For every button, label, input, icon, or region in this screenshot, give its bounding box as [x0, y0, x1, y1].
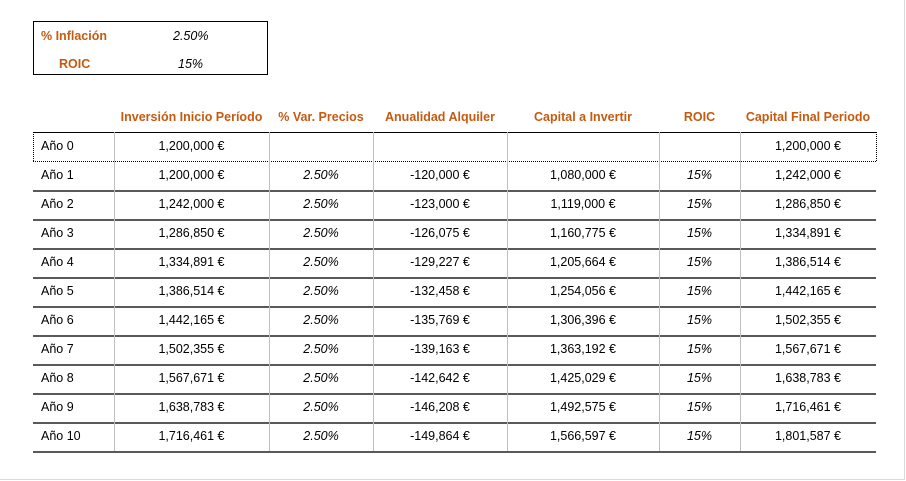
cell-capital-final[interactable]: 1,334,891 €: [774, 226, 842, 240]
cell-year[interactable]: Año 0: [41, 139, 74, 153]
roic-label: ROIC: [59, 57, 91, 71]
cell-var-precios[interactable]: 2.50%: [303, 168, 339, 182]
cell-roic[interactable]: 15%: [686, 197, 713, 211]
cell-capital-invertir[interactable]: 1,254,056 €: [549, 284, 617, 298]
table-row: [33, 364, 876, 393]
cell-capital-final[interactable]: 1,386,514 €: [774, 255, 842, 269]
cell-roic[interactable]: 15%: [686, 168, 713, 182]
column-divider: [269, 132, 270, 451]
cell-capital-final[interactable]: 1,716,461 €: [774, 400, 842, 414]
cell-capital-final[interactable]: 1,567,671 €: [774, 342, 842, 356]
cell-capital-invertir[interactable]: 1,425,029 €: [549, 371, 617, 385]
column-divider: [33, 132, 34, 161]
cell-inversion[interactable]: 1,386,514 €: [158, 284, 225, 298]
header-roic: ROIC: [683, 110, 716, 124]
row-divider: [33, 422, 876, 424]
cell-capital-invertir[interactable]: 1,205,664 €: [549, 255, 617, 269]
cell-inversion[interactable]: 1,286,850 €: [158, 226, 225, 240]
header-var-precios: % Var. Precios: [278, 110, 364, 124]
table-row: [33, 161, 876, 190]
cell-var-precios[interactable]: [269, 132, 373, 161]
cell-anualidad[interactable]: -149,864 €: [410, 429, 470, 443]
cell-var-precios[interactable]: 2.50%: [303, 255, 339, 269]
roic-value[interactable]: 15%: [178, 57, 204, 71]
cell-var-precios[interactable]: 2.50%: [303, 429, 339, 443]
parameters-box: [33, 21, 268, 75]
cell-anualidad[interactable]: -120,000 €: [410, 168, 470, 182]
cell-inversion[interactable]: 1,638,783 €: [158, 400, 225, 414]
column-divider: [114, 132, 115, 451]
cell-roic[interactable]: 15%: [686, 342, 713, 356]
table-row: [33, 277, 876, 306]
cell-capital-invertir[interactable]: 1,080,000 €: [549, 168, 617, 182]
cell-anualidad[interactable]: -126,075 €: [410, 226, 470, 240]
table-row: [33, 132, 876, 161]
cell-inversion[interactable]: 1,502,355 €: [158, 342, 225, 356]
cell-anualidad[interactable]: -146,208 €: [410, 400, 470, 414]
table-row: [33, 335, 876, 364]
cell-inversion[interactable]: 1,242,000 €: [158, 197, 225, 211]
table-row: [33, 248, 876, 277]
cell-year[interactable]: Año 8: [41, 371, 74, 385]
row-divider: [33, 161, 876, 162]
cell-year[interactable]: Año 7: [41, 342, 74, 356]
cell-anualidad[interactable]: -132,458 €: [410, 284, 470, 298]
column-divider: [876, 132, 877, 161]
row-divider: [33, 248, 876, 250]
cell-anualidad[interactable]: -139,163 €: [410, 342, 470, 356]
column-divider: [740, 132, 741, 451]
cell-year[interactable]: Año 3: [41, 226, 74, 240]
cell-year[interactable]: Año 6: [41, 313, 74, 327]
cell-capital-final[interactable]: 1,801,587 €: [774, 429, 842, 443]
row-divider: [33, 219, 876, 221]
inflation-value[interactable]: 2.50%: [173, 29, 209, 43]
cell-roic[interactable]: 15%: [686, 226, 713, 240]
cell-year[interactable]: Año 1: [41, 168, 74, 182]
row-divider: [33, 393, 876, 395]
cell-year[interactable]: Año 4: [41, 255, 74, 269]
table-row: [33, 190, 876, 219]
cell-roic[interactable]: 15%: [686, 255, 713, 269]
row-divider: [33, 277, 876, 279]
cell-capital-invertir[interactable]: 1,492,575 €: [549, 400, 617, 414]
cell-capital-final[interactable]: 1,502,355 €: [774, 313, 842, 327]
cell-inversion[interactable]: 1,716,461 €: [158, 429, 225, 443]
table-row: [33, 219, 876, 248]
cell-roic[interactable]: 15%: [686, 400, 713, 414]
header-capital-final: Capital Final Periodo: [745, 110, 871, 124]
row-divider: [33, 364, 876, 366]
table-row: [33, 422, 876, 451]
cell-var-precios[interactable]: 2.50%: [303, 284, 339, 298]
row-divider: [33, 132, 876, 133]
cell-var-precios[interactable]: 2.50%: [303, 313, 339, 327]
cell-year[interactable]: Año 9: [41, 400, 74, 414]
cell-var-precios[interactable]: 2.50%: [303, 226, 339, 240]
cell-capital-invertir[interactable]: 1,566,597 €: [549, 429, 617, 443]
cell-year[interactable]: Año 10: [41, 429, 81, 443]
cell-inversion[interactable]: 1,567,671 €: [158, 371, 225, 385]
cell-capital-final[interactable]: 1,242,000 €: [774, 168, 842, 182]
cell-capital-invertir[interactable]: 1,160,775 €: [549, 226, 617, 240]
row-divider: [33, 451, 876, 453]
cell-inversion[interactable]: 1,442,165 €: [158, 313, 225, 327]
cell-inversion[interactable]: 1,200,000 €: [158, 139, 225, 153]
row-divider: [33, 335, 876, 337]
table-row: [33, 393, 876, 422]
cell-var-precios[interactable]: 2.50%: [303, 197, 339, 211]
cell-roic[interactable]: [659, 132, 740, 161]
table-row: [33, 306, 876, 335]
cell-capital-final[interactable]: 1,442,165 €: [774, 284, 842, 298]
inflation-label: % Inflación: [41, 29, 107, 43]
cell-capital-final[interactable]: 1,200,000 €: [774, 139, 842, 153]
cell-var-precios[interactable]: 2.50%: [303, 371, 339, 385]
header-anualidad: Anualidad Alquiler: [385, 110, 495, 124]
row-divider: [33, 190, 876, 192]
cell-capital-invertir[interactable]: 1,306,396 €: [549, 313, 617, 327]
cell-anualidad[interactable]: -123,000 €: [410, 197, 470, 211]
cell-var-precios[interactable]: 2.50%: [303, 342, 339, 356]
cell-var-precios[interactable]: 2.50%: [303, 400, 339, 414]
cell-inversion[interactable]: 1,200,000 €: [158, 168, 225, 182]
cell-anualidad[interactable]: -142,642 €: [410, 371, 470, 385]
header-capital-invertir: Capital a Invertir: [534, 110, 632, 124]
row-divider: [33, 306, 876, 308]
column-divider: [507, 132, 508, 451]
column-divider: [373, 132, 374, 451]
cell-anualidad[interactable]: -129,227 €: [410, 255, 470, 269]
cell-inversion[interactable]: 1,334,891 €: [158, 255, 225, 269]
cell-anualidad[interactable]: -135,769 €: [410, 313, 470, 327]
cell-capital-invertir[interactable]: 1,119,000 €: [550, 197, 616, 211]
cell-roic[interactable]: 15%: [686, 284, 713, 298]
cell-roic[interactable]: 15%: [686, 371, 713, 385]
cell-roic[interactable]: 15%: [686, 429, 713, 443]
cell-year[interactable]: Año 2: [41, 197, 74, 211]
cell-roic[interactable]: 15%: [686, 313, 713, 327]
column-divider: [659, 132, 660, 451]
cell-capital-invertir[interactable]: [507, 132, 659, 161]
header-inversion: Inversión Inicio Período: [120, 110, 263, 124]
cell-capital-final[interactable]: 1,286,850 €: [774, 197, 842, 211]
cell-year[interactable]: Año 5: [41, 284, 74, 298]
cell-anualidad[interactable]: [373, 132, 507, 161]
cell-capital-final[interactable]: 1,638,783 €: [774, 371, 842, 385]
cell-capital-invertir[interactable]: 1,363,192 €: [549, 342, 617, 356]
